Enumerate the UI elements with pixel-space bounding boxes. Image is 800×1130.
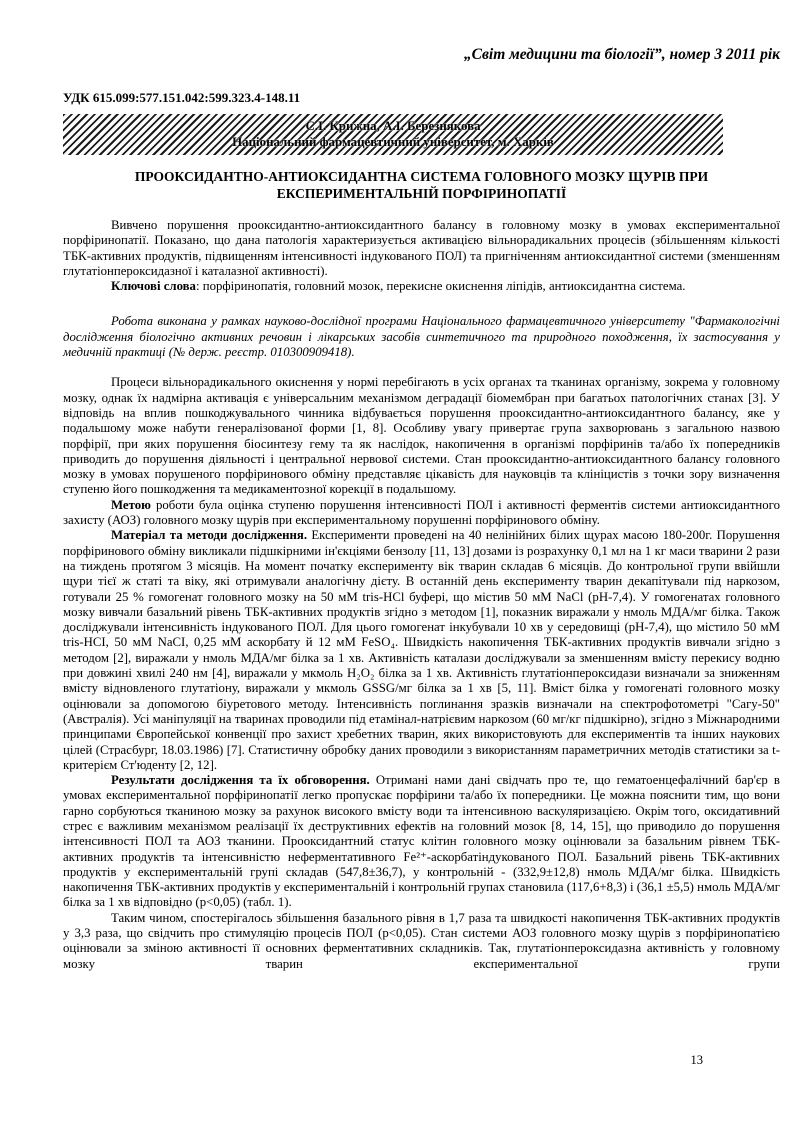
results-paragraph	[63, 773, 780, 911]
article-title-line2: ЕКСПЕРИМЕНТАЛЬНІЙ ПОРФІРИНОПАТІЇ	[276, 186, 567, 201]
methods-paragraph	[63, 528, 780, 773]
methods-text: Експерименти проведені на 40 нелінійних білих щурах масою 180-200г. Порушення порфіринового обміну викликали підшкірними ін'єкціями бензолу [11, 13] дозами із розрахунку 0,1 мл на 1 кг маси тварини 2 рази на тиждень протягом 3 місяців. На момент початку експерименту вік тварин складав 6 місяців. До контрольної групи ввійшли щури тієї ж статі та віку, які отримували аналогічну дієту. В останній день експерименту тварин декапітували під наркозом, готували 25 % гомогенат головного мозку на 50 мМ tris-HCl буфері, що містив 50 мМ NaCl (рН-7,4). У гомогенатах головного мозку вивчали базальний рівень ТБК-активних продуктів згідно з методом [1], показник виражали у нмоль МДА/мг білка. Також досліджували інтенсивність індукованого ПОЛ. Для цього гомогенат інкубували 10 хв у середовищі (рН-7,4), що містило 50 мМ tris-HCI, 50 мМ NaCI, 0,25 мМ аскорбату й 12 мМ FeSO₄. Швидкість накопичення ТБК-активних продуктів вивчали згідно з методом [2], виражали у нмоль МДА/мг білка за 1 хв. Активність каталази досліджували за зменшенням вмісту перекису водню при довжині хвилі 240 нм [4], виражали у мкмоль Н₂О₂ білка за 1 хв. Активність глутатіонпероксидази визначали за зниженням вмісту відновленого глутатіону, виражали у мкмоль GSSG/мг білка за 1 хв [5, 11]. Вміст білка у гомогенаті головного мозку оцінювали за допомогою біуретового методу. Інтенсивність поглинання зразків визначали на спектрофотометрі "Сагу-50" (Австралія). Усі маніпуляції на тваринах проводили під етамінал-натрієвим наркозом (60 мг/кг підшкірно), згідно з Міжнародними принципами Європейської конвенції про захист хребетних тварин, яких використовують для експериментів та інших наукових цілей (Страсбург, 18.03.1986) [7]. Статистичну обробку даних проводили з використанням параметричних методів статистики за t-критерієм Ст'юденту [2, 12].	[63, 528, 780, 772]
journal-title-header: „Світ медицини та біології”, номер 3 2011 рік	[463, 46, 780, 63]
udc-code: УДК 615.099:577.151.042:599.323.4-148.11	[63, 90, 301, 105]
results-text: Отримані нами дані свідчать про те, що гематоенцефалічний бар'єр в умовах експериментальної порфіринопатії легко пропускає порфірини та/або їх попередники. Це можна пояснити тим, що вони гарно сорбуються тканиною мозку за рахунок високого вмісту води та інтенсивною васкуляризацією. Окрім того, оксидативний стрес є важливим механізмом реалізації їх деструктивних ефектів на головний мозок [8, 14, 15], що приводило до порушення інтенсивності ПОЛ та АОЗ тканини. Прооксидантний статус клітин головного мозку оцінювали за базальним рівнем ТБК-активних продуктів та інтенсивністю неферментативного Fe²⁺-аскорбатіндукованого ПОЛ. Базальний рівень ТБК-активних продуктів у експериментальній групі складав (547,8±36,7), у контрольній - (332,9±12,8) нмоль МДА/мг білка. Швидкість накопичення ТБК-активних продуктів у експериментальній і контрольній групах становила (117,6+8,3) і (36,1 ±5,5) нмоль МДА/мг білка за 1 хв відповідно (р<0,05) (табл. 1).	[63, 773, 780, 910]
article-title-line1: ПРООКСИДАНТНО-АНТИОКСИДАНТНА СИСТЕМА ГОЛОВНОГО МОЗКУ ЩУРІВ ПРИ	[134, 169, 709, 184]
aim-lead: Метою	[111, 497, 151, 512]
authors-affiliation: Національний фармацевтичний університет, м. Харків	[232, 134, 554, 149]
abstract-paragraph: Вивчено порушення прооксидантно-антиоксидантного балансу в головному мозку в умовах експериментальної порфіринопатії. Показано, що дана патологія характеризується активацією вільнорадикальних процесів (збільшенням кількості ТБК-активних продуктів, підвищенням інтенсивності індукованого ПОЛ) та пригніченням антиоксидантної системи (зменшенням глутатіонпероксидазної і каталазної активності).	[63, 218, 780, 278]
results-section-lead: Результати дослідження та їх обговорення.	[111, 773, 370, 788]
keywords-text: : порфіринопатія, головний мозок, перекисне окиснення ліпідів, антиоксидантна система.	[195, 279, 686, 294]
authors-redacted-block	[63, 114, 723, 155]
page-number: 13	[690, 1053, 703, 1067]
methods-section-lead: Матеріал та методи дослідження.	[111, 528, 308, 543]
introduction-paragraph: Процеси вільнорадикального окиснення у нормі перебігають в усіх органах та тканинах організму, зокрема у головному мозку, однак їх надмірна активація є універсальним механізмом деградації біомембран при багатьох патологічних станах [3]. У відповідь на вплив пошкоджувального чинника відбувається порушення прооксидантно-антиоксидантного балансу, яке у подальшому може набути генералізованої форми [1, 8]. Особливу увагу привертає група захворювань з загальною назвою порфірії, при яких порушення біосинтезу гему та як наслідок, накопичення в організмі порфіринів та/або їх попередників приводить до порушення діяльності і центральної нервової системи. Стан прооксидантно-антиоксидантного балансу головного мозку в умовах порушеного порфіринового обміну представляє цікавість для науковців та клініцистів з точки зору визначення ступеню його пошкодження та медикаментозної корекції в подальшому.	[63, 375, 780, 497]
conclusion-paragraph: Таким чином, спостерігалось збільшення базального рівня в 1,7 раза та швидкості накопичення ТБК-активних продуктів у 3,3 раза, що свідчить про стимуляцію процесів ПОЛ (р<0,05). Стан системи АОЗ головного мозку щурів з порфіринопатією оцінювали за зміною активності її основних ферментативних складників. Так, глутатіонпероксидазна активність у головному мозку тварин експериментальної групи	[63, 910, 780, 971]
page-content	[63, 0, 780, 972]
research-program-note: Робота виконана у рамках науково-дослідної програми Національного фармацевтичного університету "Фармакологічні дослідження біологічно активних речовин і лікарських засобів синтетичного та природного походження, їх застосування у медичній практиці (№ держ. реєстр. 010300909418).	[63, 314, 780, 360]
keywords-label: Ключові слова	[111, 279, 196, 294]
keywords-paragraph	[63, 279, 780, 294]
authors-names: С.І. Крижна, А.І. Березнякова	[305, 119, 481, 133]
aim-text: роботи була оцінка ступеню порушення інтенсивності ПОЛ і активності ферментів системи антиоксидантного захисту (АОЗ) головного мозку щурів при експериментальному порушенні порфіринового обміну.	[63, 497, 780, 528]
article-title	[63, 168, 780, 202]
aim-paragraph	[63, 498, 780, 529]
